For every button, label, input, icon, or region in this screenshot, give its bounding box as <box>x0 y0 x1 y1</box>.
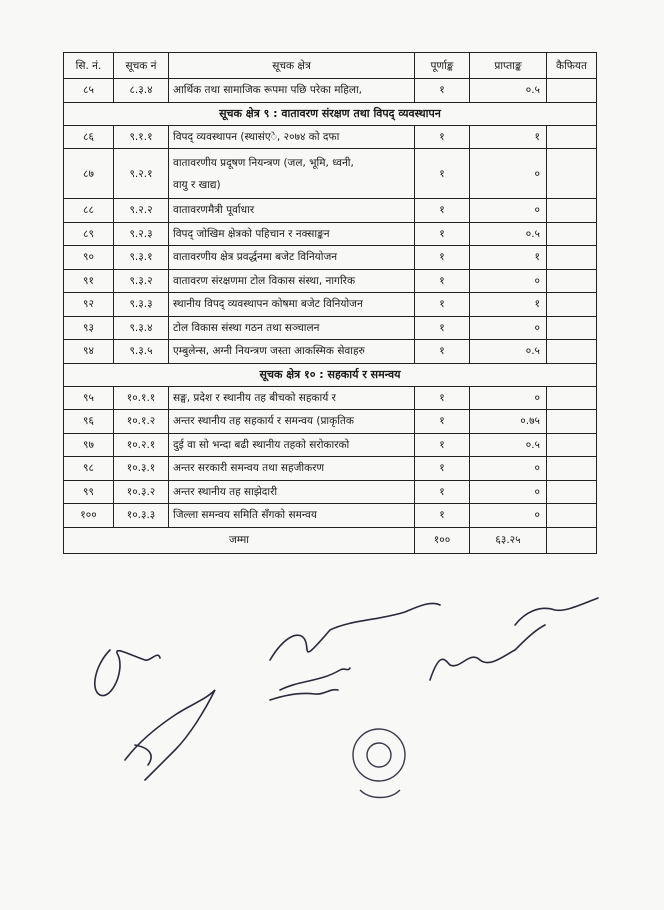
row-indicator: दुई वा सो भन्दा बढी स्थानीय तहको सरोकारको <box>169 433 415 457</box>
row-full-marks: १ <box>415 222 470 246</box>
row-indicator: वातावरणमैत्री पूर्वाधार <box>169 199 415 223</box>
row-full-marks: १ <box>415 293 470 317</box>
signature-8 <box>135 745 151 765</box>
row-code: १०.१.२ <box>114 410 169 434</box>
row-indicator-line1: वातावरणीय प्रदूषण नियन्त्रण (जल, भूमि, ध्वनी, <box>173 156 354 169</box>
row-code: ९.२.२ <box>114 199 169 223</box>
row-obtained: ० <box>470 316 547 340</box>
row-indicator: टोल विकास संस्था गठन तथा सञ्चालन <box>169 316 415 340</box>
row-code: १०.३.२ <box>114 480 169 504</box>
row-obtained: ० <box>470 480 547 504</box>
row-sn: ९६ <box>64 410 114 434</box>
row-indicator: वातावरण संरक्षणमा टोल विकास संस्था, नागरिक <box>169 269 415 293</box>
row-full-marks: १ <box>415 340 470 364</box>
row-obtained: ०.५ <box>470 433 547 457</box>
row-sn: ८९ <box>64 222 114 246</box>
row-sn: ९८ <box>64 457 114 481</box>
row-full-marks: १ <box>415 480 470 504</box>
header-remarks: कैफियत <box>547 53 597 79</box>
row-obtained: १ <box>470 125 547 149</box>
row-indicator: अन्तर स्थानीय तह सहकार्य र समन्वय (प्राकृतिक <box>169 410 415 434</box>
signature-5 <box>430 625 545 680</box>
row-indicator: आर्थिक तथा सामाजिक रूपमा पछि परेका महिला, <box>169 79 415 103</box>
total-label: जम्मा <box>64 527 415 553</box>
row-sn: ८६ <box>64 125 114 149</box>
row-indicator: सङ्घ, प्रदेश र स्थानीय तह बीचको सहकार्य र <box>169 386 415 410</box>
header-full-marks: पूर्णाङ्क <box>415 53 470 79</box>
row-obtained: ० <box>470 199 547 223</box>
row-full-marks: १ <box>415 386 470 410</box>
row-code: ९.३.२ <box>114 269 169 293</box>
row-sn: ८७ <box>64 149 114 199</box>
header-code: सूचक नं <box>114 53 169 79</box>
row-obtained: १ <box>470 293 547 317</box>
total-full: १०० <box>415 527 470 553</box>
row-obtained: ० <box>470 149 547 199</box>
row-full-marks: १ <box>415 79 470 103</box>
row-full-marks: १ <box>415 433 470 457</box>
signature-3 <box>280 668 350 690</box>
row-full-marks: १ <box>415 125 470 149</box>
row-sn: ९३ <box>64 316 114 340</box>
row-obtained: ०.७५ <box>470 410 547 434</box>
row-indicator: जिल्ला समन्वय समिति सँगको समन्वय <box>169 504 415 528</box>
row-indicator: विपद् जोखिम क्षेत्रको पहिचान र नक्साङ्कन <box>169 222 415 246</box>
row-indicator: विपद् व्यवस्थापन (स्थासंएे, २०७४ को दफा <box>169 125 415 149</box>
header-sn: सि. नं. <box>64 53 114 79</box>
row-code: ९.२.१ <box>114 149 169 199</box>
row-code: ८.३.४ <box>114 79 169 103</box>
row-obtained: ० <box>470 269 547 293</box>
row-sn: ८८ <box>64 199 114 223</box>
row-indicator: वातावरणीय क्षेत्र प्रवर्द्धनमा बजेट विनियोजन <box>169 246 415 270</box>
row-code: १०.१.१ <box>114 386 169 410</box>
row-code: ९.२.३ <box>114 222 169 246</box>
row-full-marks: १ <box>415 316 470 340</box>
row-full-marks: १ <box>415 504 470 528</box>
section-title: सूचक क्षेत्र ९ : वातावरण संरक्षण तथा विपद् व्यवस्थापन <box>64 102 597 125</box>
row-indicator: अन्तर स्थानीय तह साझेदारी <box>169 480 415 504</box>
header-obtained: प्राप्ताङ्क <box>470 53 547 79</box>
office-seal <box>353 729 405 798</box>
row-code: ९.३.३ <box>114 293 169 317</box>
row-obtained: ०.५ <box>470 222 547 246</box>
row-full-marks: १ <box>415 410 470 434</box>
row-sn: ९९ <box>64 480 114 504</box>
row-obtained: १ <box>470 246 547 270</box>
row-sn: ९१ <box>64 269 114 293</box>
row-code: १०.३.१ <box>114 457 169 481</box>
row-indicator-line2: वायु र खाद्य) <box>173 178 221 191</box>
row-full-marks: १ <box>415 269 470 293</box>
section-title: सूचक क्षेत्र १० : सहकार्य र समन्वय <box>64 363 597 386</box>
signature-1 <box>95 650 160 696</box>
row-code: ९.३.४ <box>114 316 169 340</box>
row-sn: ९५ <box>64 386 114 410</box>
row-sn: १०० <box>64 504 114 528</box>
row-full-marks: १ <box>415 149 470 199</box>
row-obtained: ० <box>470 386 547 410</box>
signature-2 <box>270 603 440 660</box>
row-full-marks: १ <box>415 246 470 270</box>
total-obtained: ६३.२५ <box>470 527 547 553</box>
row-indicator: अन्तर सरकारी समन्वय तथा सहजीकरण <box>169 457 415 481</box>
row-indicator: एम्बुलेन्स, अग्नी नियन्त्रण जस्ता आकस्मिक सेवाहरु <box>169 340 415 364</box>
row-sn: ९० <box>64 246 114 270</box>
header-indicator: सूचक क्षेत्र <box>169 53 415 79</box>
row-obtained: ० <box>470 457 547 481</box>
row-code: ९.३.१ <box>114 246 169 270</box>
row-code: १०.२.१ <box>114 433 169 457</box>
row-sn: ९२ <box>64 293 114 317</box>
row-obtained: ०.५ <box>470 79 547 103</box>
row-obtained: ० <box>470 504 547 528</box>
row-code: १०.३.३ <box>114 504 169 528</box>
row-code: ९.१.१ <box>114 125 169 149</box>
signature-7 <box>125 690 215 780</box>
signature-6 <box>515 598 598 625</box>
row-full-marks: १ <box>415 199 470 223</box>
row-code: ९.३.५ <box>114 340 169 364</box>
row-sn: ८५ <box>64 79 114 103</box>
row-sn: ९४ <box>64 340 114 364</box>
signature-4 <box>270 690 338 700</box>
row-indicator: स्थानीय विपद् व्यवस्थापन कोषमा बजेट विनियोजन <box>169 293 415 317</box>
row-full-marks: १ <box>415 457 470 481</box>
row-obtained: ०.५ <box>470 340 547 364</box>
row-sn: ९७ <box>64 433 114 457</box>
